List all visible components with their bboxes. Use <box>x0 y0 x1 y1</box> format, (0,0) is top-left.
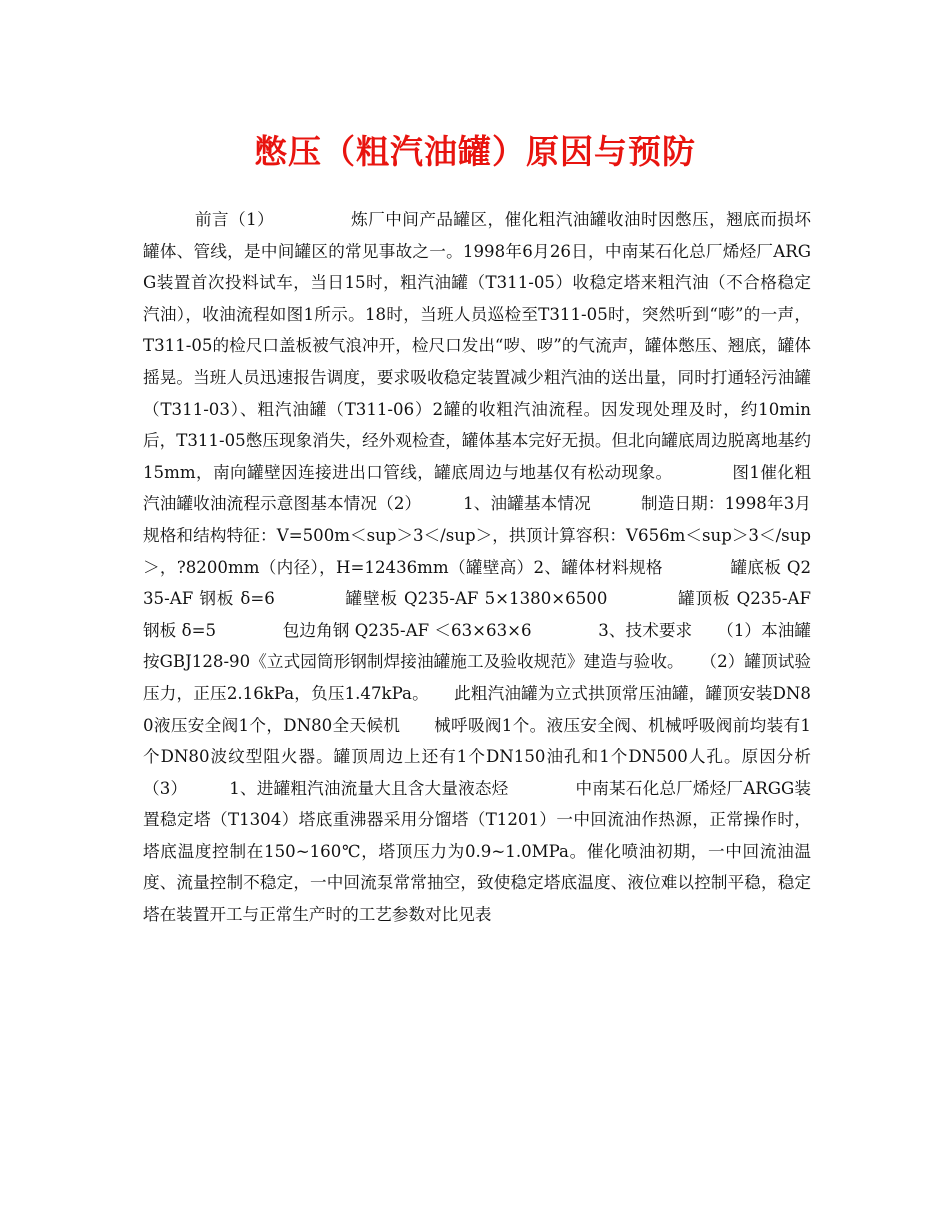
document-title: 憋压（粗汽油罐）原因与预防 <box>254 132 696 171</box>
document-body: 前言（1） 炼厂中间产品罐区，催化粗汽油罐收油时因憋压，翘底而损坏罐体、管线，是中间罐区的常见事故之一。1998年6月26日，中南某石化总厂烯烃厂ARGG装置首次投料试车，当日15时，粗汽油罐（T311-05）收稳定塔来粗汽油（不合格稳定汽油），收油流程如图1所示。18时，当班人员巡检至T311-05时，突然听到“嘭”的一声，T311-05的检尺口盖板被气浪冲开，检尺口发出“哕、哕”的气流声，罐体憋压、翘底，罐体摇晃。当班人员迅速报告调度，要求吸收稳定装置减少粗汽油的送出量，同时打通轻污油罐（T311-03）、粗汽油罐（T311-06）2罐的收粗汽油流程。因发现处理及时，约10min后，T311-05憋压现象消失，经外观检查，罐体基本完好无损。但北向罐底周边脱离地基约15mm，南向罐壁因连接进出口管线，罐底周边与地基仅有松动现象。 图1催化粗汽油罐收油流程示意图基本情况（2） 1、油罐基本情况 制造日期：1998年3月 规格和结构特征：V=500m＜sup＞3＜/sup＞，拱顶计算容积：V656m＜sup＞3＜/sup＞，?8200mm（内径），H=12436mm（罐壁高）2、罐体材料规格 罐底板 Q235-AF 钢板 δ=6 罐壁板 Q235-AF 5×1380×6500 罐顶板 Q235-AF 钢板 δ=5 包边角钢 Q235-AF ＜63×63×6 3、技术要求 （1）本油罐按GBJ128-90《立式园筒形钢制焊接油罐施工及验收规范》建造与验收。 （2）罐顶试验压力，正压2.16kPa，负压1.47kPa。 此粗汽油罐为立式拱顶常压油罐，罐顶安装DN80液压安全阀1个，DN80全天候机 械呼吸阀1个。液压安全阀、机械呼吸阀前均装有1个DN80波纹型阻火器。罐顶周边上还有1个DN150油孔和1个DN500人孔。原因分析（3） 1、进罐粗汽油流量大且含大量液态烃 中南某石化总厂烯烃厂ARGG装置稳定塔（T1304）塔底重沸器采用分馏塔（T1201）一中回流油作热源，正常操作时，塔底温度控制在150~160℃，塔顶压力为0.9~1.0MPa。催化喷油初期，一中回流油温度、流量控制不稳定，一中回流泵常常抽空，致使稳定塔底温度、液位难以控制平稳，稳定塔在装置开工与正常生产时的工艺参数对比见表 <box>143 210 894 925</box>
